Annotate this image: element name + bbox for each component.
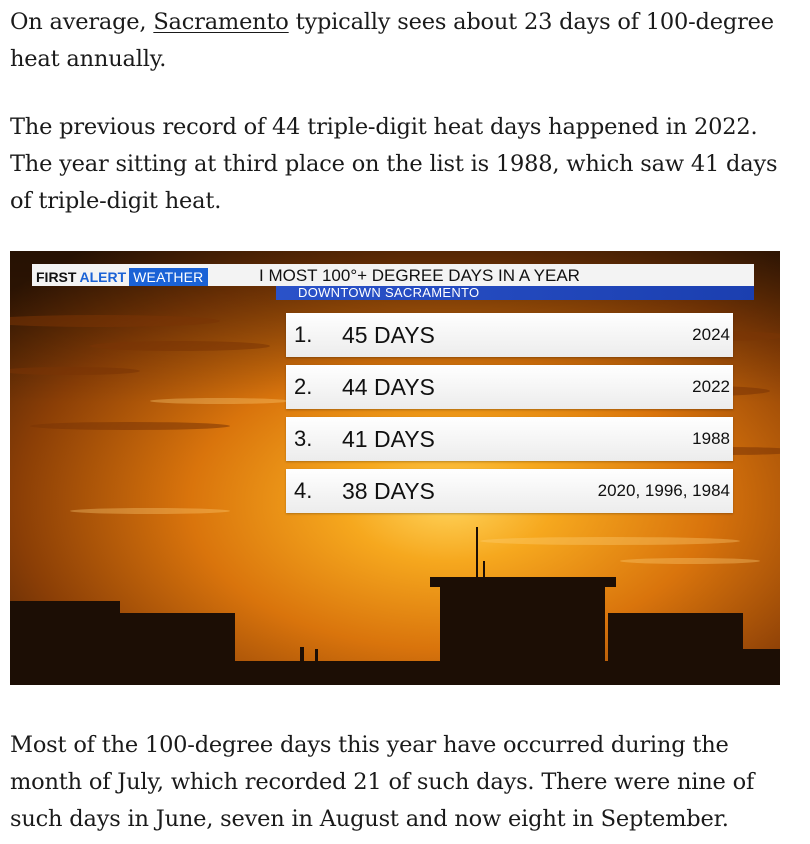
sacramento-link[interactable]: Sacramento — [153, 9, 289, 35]
intro-paragraph — [10, 4, 800, 78]
logo-first: FIRST — [36, 269, 77, 285]
rank-row — [286, 417, 733, 461]
first-alert-weather-logo — [36, 267, 208, 287]
rank-days: 41 DAYS — [342, 426, 435, 452]
rank-row — [286, 313, 733, 357]
rank-years: 2020, 1996, 1984 — [597, 481, 730, 500]
monthly-breakdown-paragraph: Most of the 100-degree days this year have occurred during the month of July, which recorded 21 of such days. There were nine of such days in June, seven in August and now eight in September. — [10, 732, 755, 832]
rank-row — [286, 365, 733, 409]
record-paragraph: The previous record of 44 triple-digit heat days happened in 2022. The year sitting at third place on the list is 1988, which saw 41 days of triple-digit heat. — [10, 114, 778, 214]
logo-alert: ALERT — [79, 269, 127, 285]
rank-number: 3. — [294, 426, 313, 451]
rank-number: 4. — [294, 478, 313, 503]
rank-number: 2. — [294, 374, 313, 399]
intro-text-after: typically sees about 23 days of 100-degree heat annually. — [10, 9, 774, 72]
graphic-title: I MOST 100°+ DEGREE DAYS IN A YEAR — [259, 266, 580, 285]
rank-years: 2024 — [692, 325, 730, 344]
intro-text-before: On average, — [10, 9, 154, 35]
rank-days: 45 DAYS — [342, 322, 435, 348]
graphic-banner — [32, 264, 754, 300]
rank-number: 1. — [294, 322, 313, 347]
rank-row — [286, 469, 733, 513]
rank-years: 2022 — [692, 377, 730, 396]
weather-graphic — [10, 251, 780, 685]
rank-years: 1988 — [692, 429, 730, 448]
rank-days: 38 DAYS — [342, 478, 435, 504]
graphic-subtitle: DOWNTOWN SACRAMENTO — [298, 285, 480, 300]
logo-weather: WEATHER — [129, 268, 207, 286]
rank-days: 44 DAYS — [342, 374, 435, 400]
